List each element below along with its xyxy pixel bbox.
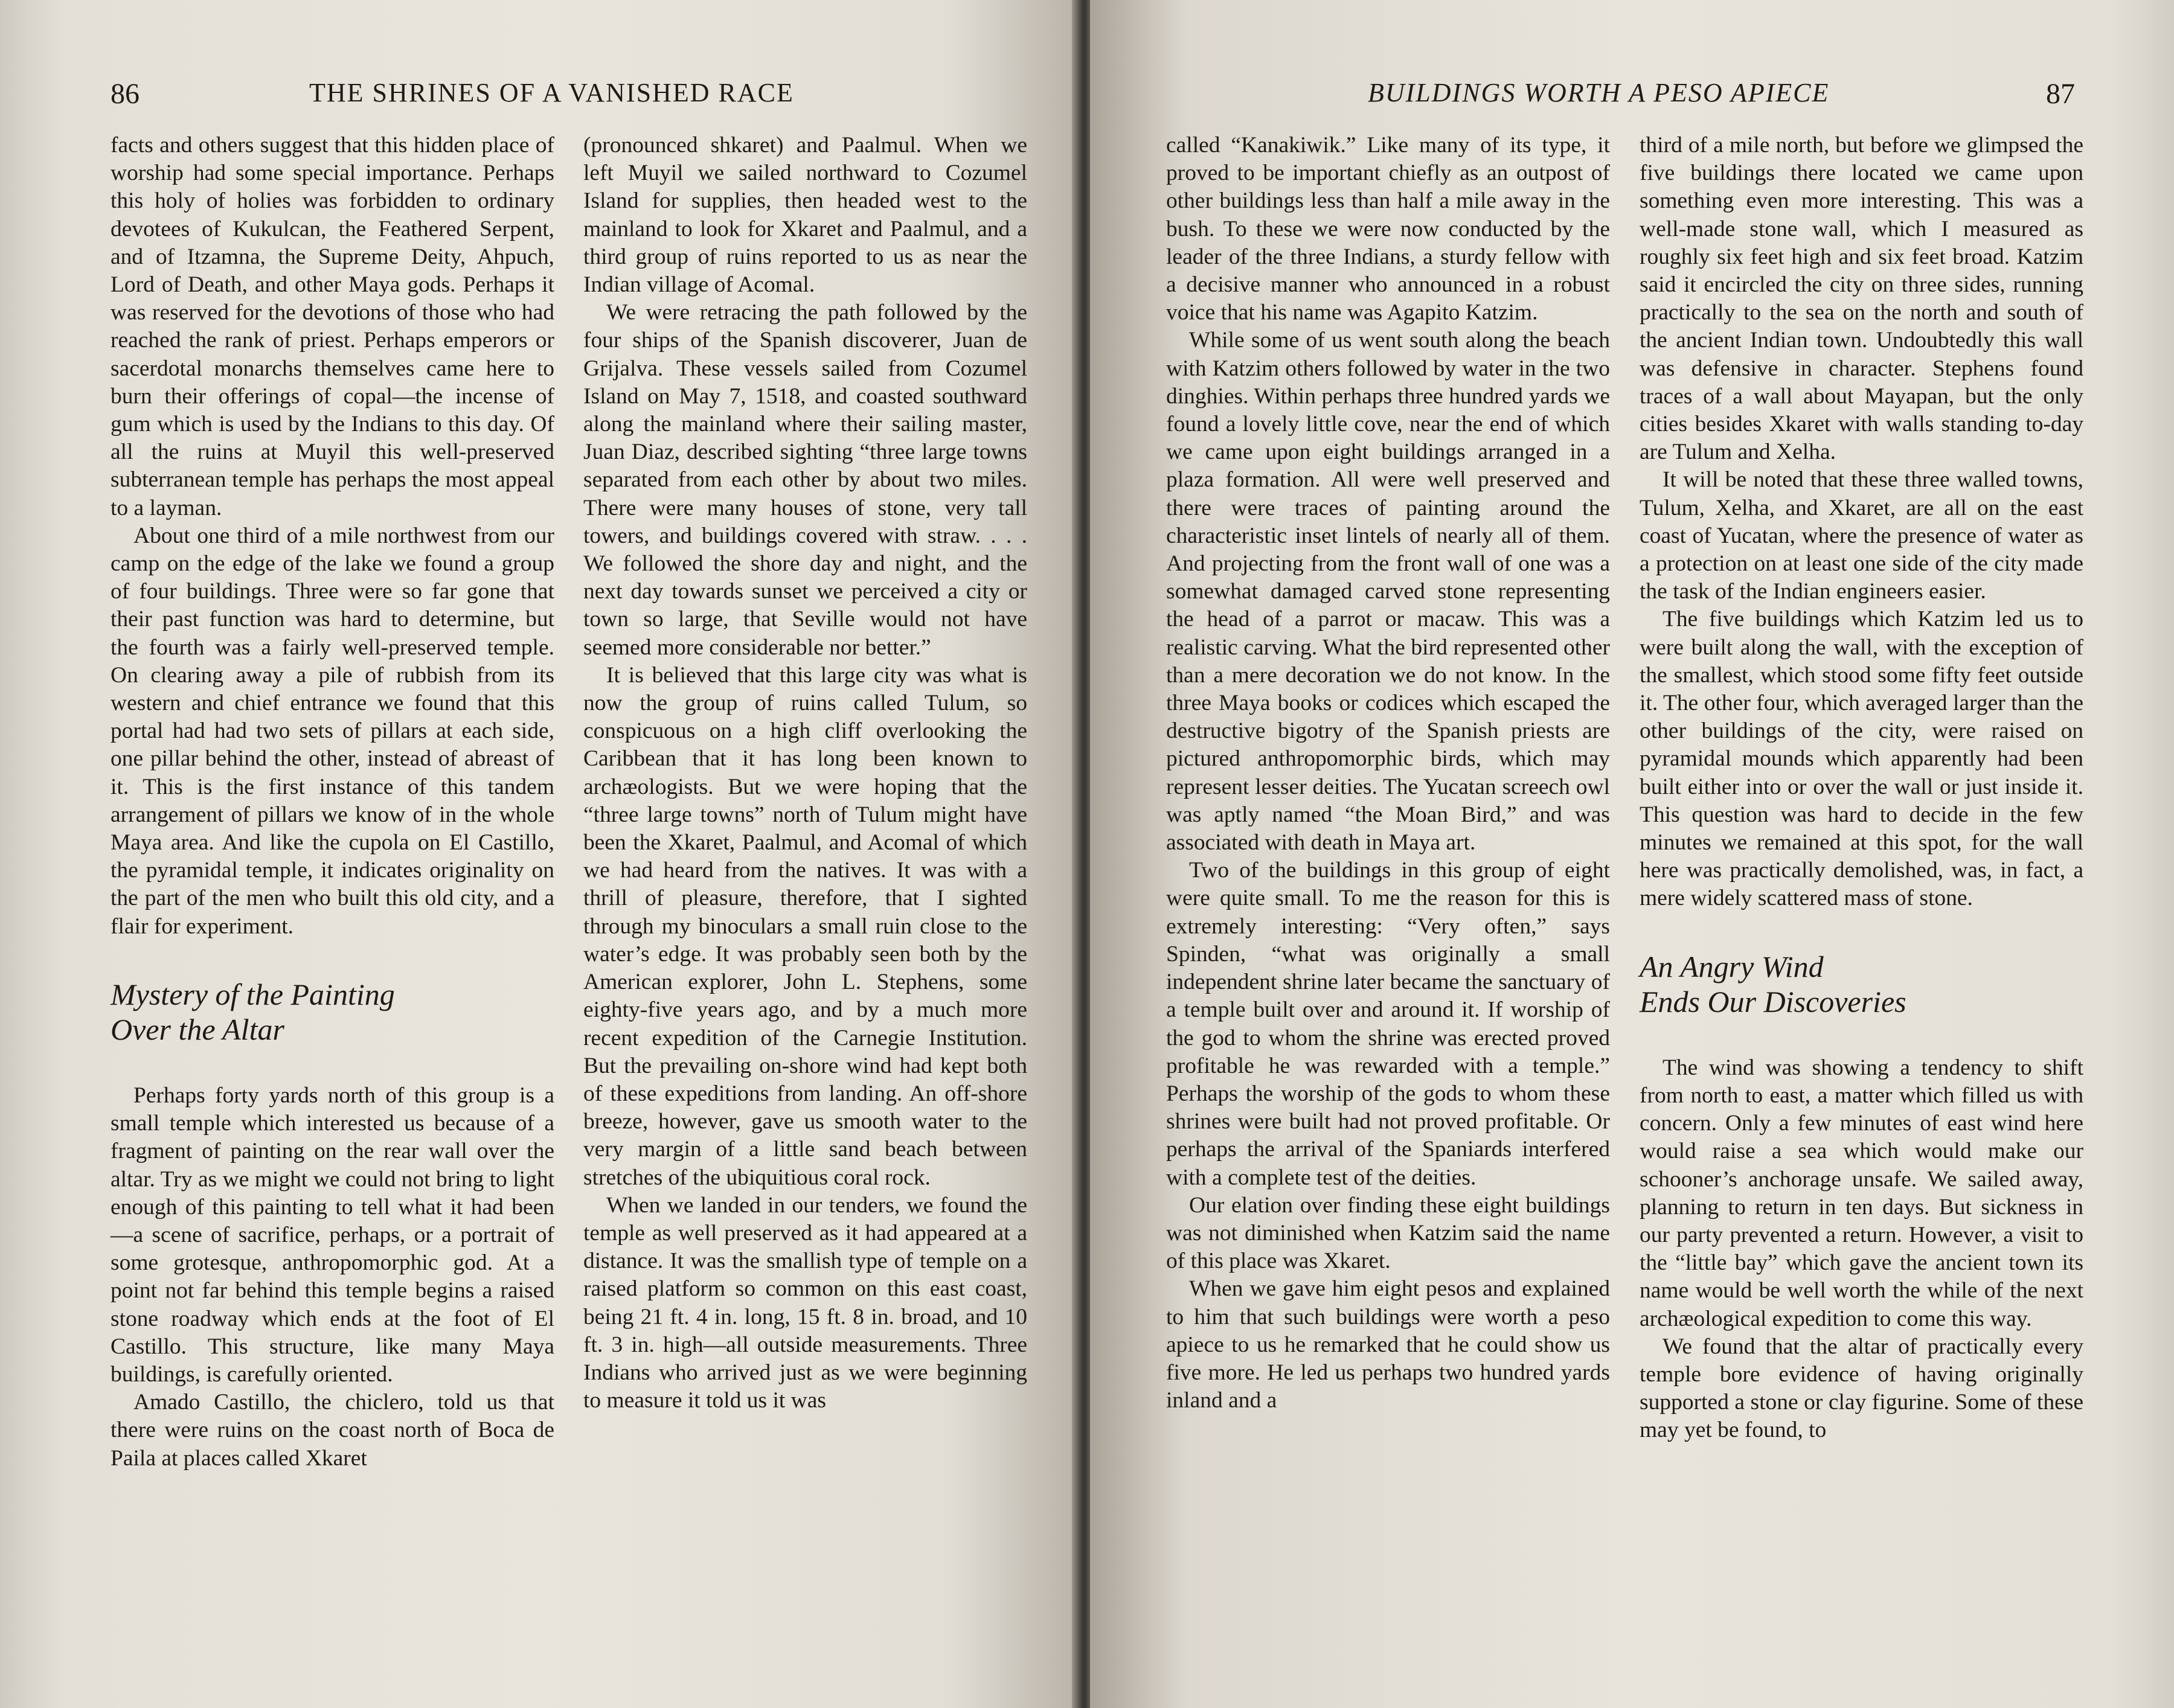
paragraph: We were retracing the path followed by the four ships of the Spanish discoverer, Juan de Grijalva. These vessels sailed from Cozumel Island on May 7, 1518, and coasted southward along the mainland where their sailing master, Juan Diaz, described sighting “three large towns separated from each other by about two miles. There were many houses of stone, very tall towers, and buildings covered with straw. . . . We followed the shore day and night, and the next day towards sunset we perceived a city or town so large, that Seville would not have seemed more considerable nor better.” bbox=[583, 300, 1027, 660]
paragraph: Two of the buildings in this group of eight were quite small. To me the reason for this is extremely interesting: “Very often,” says Spinden, “what was originally a small independent shrine later became the sanctuary of a temple built over and around it. If worship of the god to whom the shrine was erected proved profitable he was rewarded with a temple.” Perhaps the worship of the gods to whom these shrines were built had not proved profitable. Or perhaps the arrival of the Spaniards interfered with a complete test of the deities. bbox=[1166, 858, 1610, 1190]
paragraph: It will be noted that these three walled towns, Tulum, Xelha, and Xkaret, are all on the east coast of Yucatan, where the presence of water as a protection on at least one side of the city made the task of the Indian engineers easier. bbox=[1640, 467, 2083, 604]
paragraph: Our elation over finding these eight buildings was not diminished when Katzim said the name of this place was Xkaret. bbox=[1166, 1192, 1610, 1274]
paragraph: third of a mile north, but before we glimpsed the five buildings there located we came upon something even more interesting. This was a well-made stone wall, which I measured as roughly six feet high and six feet broad. Katzim said it encircled the city on three sides, running practically to the sea on the north and south of the ancient Indian town. Undoubtedly this wall was defensive in character. Stephens found traces of a wall about Mayapan, but the only cities besides Xkaret with walls standing to-day are Tulum and Xelha. bbox=[1640, 133, 2083, 465]
paragraph: (pronounced shkaret) and Paalmul. When we left Muyil we sailed northward to Cozumel Island for supplies, then headed west to the mainland to look for Xkaret and Paalmul, and a third group of ruins reported to us as near the Indian village of Acomal. bbox=[583, 133, 1027, 298]
paragraph: The wind was showing a tendency to shift from north to east, a matter which filled us with concern. Only a few minutes of east wind here would raise a sea which would make our schooner’s anchorage unsafe. We sailed away, planning to return in ten days. But sickness in our party prevented a return. However, a visit to the “little bay” which gave the ancient town its name would be well worth the while of the next archæological expedition to come this way. bbox=[1640, 1055, 2083, 1331]
paragraph: About one third of a mile northwest from our camp on the edge of the lake we found a group of four buildings. Three were so far gone that their past function was hard to determine, but the fourth was a fairly well-preserved temple. On clearing away a pile of rubbish from its western and chief entrance we found that this portal had had two sets of pillars at each side, one pillar behind the other, instead of abreast of it. This is the first instance of this tandem arrangement of pillars we know of in the whole Maya area. And like the cupola on El Castillo, the pyramidal temple, it indicates originality on the part of the men who built this old city, and a flair for experiment. bbox=[111, 523, 554, 939]
text-column-2 bbox=[1640, 132, 2083, 1445]
paragraph: When we gave him eight pesos and explained to him that such buildings were worth a peso apiece to us he remarked that he could show us five more. He led us perhaps two hundred yards inland and a bbox=[1166, 1276, 1610, 1413]
right-page bbox=[1090, 0, 2174, 1708]
page-number: 86 bbox=[111, 78, 139, 110]
paragraph: It is believed that this large city was what is now the group of ruins called Tulum, so conspicuous on a high cliff overlooking the Caribbean that it has long been known to archæologists. But we were hoping that the “three large towns” north of Tulum might have been the Xkaret, Paalmul, and Acomal of which we had heard from the natives. It was with a thrill of pleasure, therefore, that I sighted through my binoculars a small ruin close to the water’s edge. It was probably seen both by the American explorer, John L. Stephens, some eighty-five years ago, and by a much more recent expedition of the Carnegie Institution. But the prevailing on-shore wind had kept both of these expeditions from landing. An off-shore breeze, however, gave us smooth water to the very margin of a little sand beach between stretches of the ubiquitious coral rock. bbox=[583, 662, 1027, 1190]
left-page bbox=[0, 0, 1078, 1708]
paragraph: When we landed in our tenders, we found the temple as well preserved as it had appeared at a distance. It was the smallish type of temple on a raised platform so common on this east coast, being 21 ft. 4 in. long, 15 ft. 8 in. broad, and 10 ft. 3 in. high—all outside measurements. Three Indians who arrived just as we were beginning to measure it told us it was bbox=[583, 1192, 1027, 1413]
running-head: BUILDINGS WORTH A PESO APIECE bbox=[1368, 78, 1830, 107]
running-head: THE SHRINES OF A VANISHED RACE bbox=[309, 78, 794, 107]
heading-line: Mystery of the Painting bbox=[111, 977, 395, 1011]
page-number: 87 bbox=[2046, 78, 2075, 110]
heading-line: An Angry Wind bbox=[1640, 949, 1824, 984]
heading-line: Ends Our Discoveries bbox=[1640, 984, 1906, 1019]
paragraph: The five buildings which Katzim led us to were built along the wall, with the exception of the smallest, which stood some fifty feet outside it. The other four, which averaged larger than the other buildings of the city, were raised on pyramidal mounds which apparently had been built either into or over the wall or just inside it. This question was hard to decide in the few minutes we remained at this spot, for the wall here was practically demolished, was, in fact, a mere widely scattered mass of stone. bbox=[1640, 607, 2083, 911]
section-heading bbox=[111, 977, 554, 1047]
paragraph: Perhaps forty yards north of this group is a small temple which interested us because of a fragment of painting on the rear wall over the altar. Try as we might we could not bring to light enough of this painting to tell what it had been—a scene of sacrifice, perhaps, or a portrait of some grotesque, anthropomorphic god. At a point not far behind this temple begins a raised stone roadway which ends at the foot of El Castillo. This structure, like many Maya buildings, is carefully oriented. bbox=[111, 1083, 554, 1387]
paragraph: While some of us went south along the beach with Katzim others followed by water in the two dinghies. Within perhaps three hundred yards we found a lovely little cove, near the end of which we came upon eight buildings arranged in a plaza formation. All were well preserved and there were traces of painting around the characteristic inset lintels of nearly all of them. And projecting from the front wall of one was a somewhat damaged carved stone representing the head of a parrot or macaw. This was a realistic carving. What the bird represented other than a mere decoration we do not know. In the three Maya books or codices which escaped the destructive bigotry of the Spanish priests are pictured anthropomorphic birds, which may represent lesser deities. The Yucatan screech owl was aptly named “the Moan Bird,” and was associated with death in Maya art. bbox=[1166, 328, 1610, 856]
paragraph: Amado Castillo, the chiclero, told us that there were ruins on the coast north of Boca de Paila at places called Xkaret bbox=[111, 1390, 554, 1471]
paragraph: facts and others suggest that this hidden place of worship had some special importance. Perhaps this holy of holies was forbidden to ordinary devotees of Kukulcan, the Feathered Serpent, and of Itzamna, the Supreme Deity, Ahpuch, Lord of Death, and other Maya gods. Perhaps it was reserved for the devotions of those who had reached the rank of priest. Perhaps emperors or sacerdotal monarchs themselves came here to burn their offerings of copal—the incense of gum which is used by the Indians to this day. Of all the ruins at Muyil this well-preserved subterranean temple has perhaps the most appeal to a layman. bbox=[111, 133, 554, 520]
text-column-2 bbox=[583, 132, 1027, 1415]
section-heading bbox=[1640, 949, 2083, 1019]
text-column-1 bbox=[1166, 132, 1610, 1415]
heading-line: Over the Altar bbox=[111, 1012, 284, 1046]
paragraph: called “Kanakiwik.” Like many of its type, it proved to be important chiefly as an outpost of other buildings less than half a mile away in the bush. To these we were now conducted by the leader of the three Indians, a sturdy fellow with a decisive manner who announced in a robust voice that his name was Agapito Katzim. bbox=[1166, 133, 1610, 325]
text-column-1 bbox=[111, 132, 554, 1473]
paragraph: We found that the altar of practically every temple bore evidence of having originally supported a stone or clay figurine. Some of these may yet be found, to bbox=[1640, 1334, 2083, 1443]
